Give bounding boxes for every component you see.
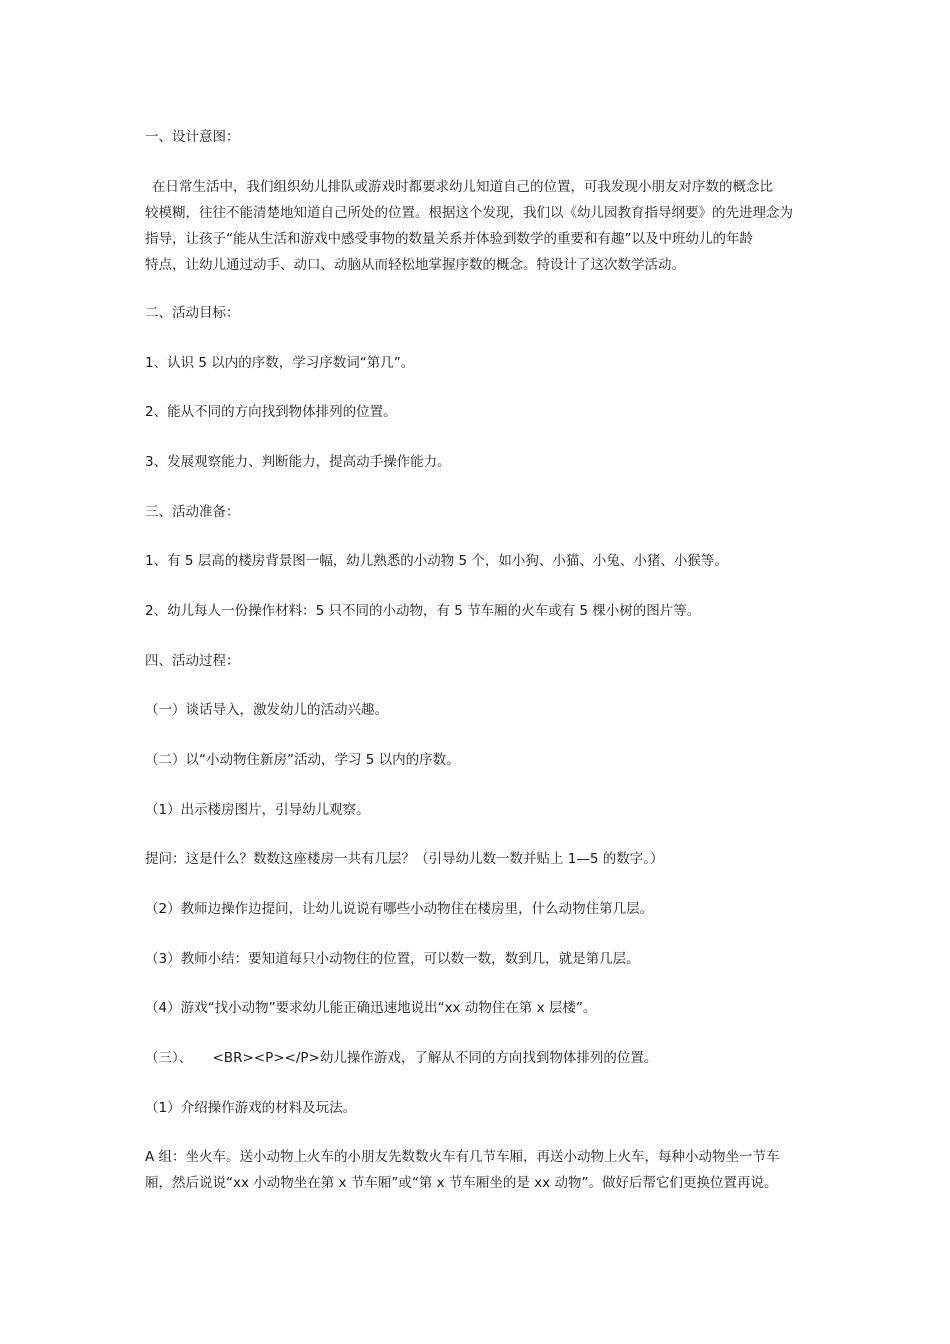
section1-body-line3: 指导，让孩子“能从生活和游戏中感受事物的数量关系并体验到数学的重要和有趣”以及中班幼儿的年龄 xyxy=(145,231,753,247)
section4-heading: 四、活动过程： xyxy=(145,653,240,669)
section3-heading: 三、活动准备： xyxy=(145,504,240,520)
goal-item-3: 3、发展观察能力、判断能力，提高动手操作能力。 xyxy=(145,454,451,470)
group-a-line1: A 组：坐火车。送小动物上火车的小朋友先数数火车有几节车厢，再送小动物上火车，每种小动物坐一节车 xyxy=(145,1149,780,1165)
goal-item-1: 1、认识 5 以内的序数，学习序数词“第几”。 xyxy=(145,355,415,371)
process-step-1: （一）谈话导入，激发幼儿的活动兴趣。 xyxy=(145,702,388,718)
process-step-2-4: （4）游戏“找小动物”要求幼儿能正确迅速地说出“xx 动物住在第 x 层楼”。 xyxy=(145,1000,597,1016)
section1-body-line1: 在日常生活中，我们组织幼儿排队或游戏时都要求幼儿知道自己的位置，可我发现小朋友对序数的概念比 xyxy=(152,179,773,195)
process-step-3-1: （1）介绍操作游戏的材料及玩法。 xyxy=(145,1100,357,1116)
section1-body-line4: 特点，让幼儿通过动手、动口、动脑从而轻松地掌握序数的概念。特设计了这次数学活动。 xyxy=(145,257,685,273)
prep-item-2: 2、幼儿每人一份操作材料：5 只不同的小动物，有 5 节车厢的火车或有 5 棵小树的图片等。 xyxy=(145,603,701,619)
section2-heading: 二、活动目标： xyxy=(145,305,240,321)
goal-item-2: 2、能从不同的方向找到物体排列的位置。 xyxy=(145,404,397,420)
process-step-3: （三）、 <BR><P></P>幼儿操作游戏，了解从不同的方向找到物体排列的位置。 xyxy=(145,1050,658,1066)
prep-item-1: 1、有 5 层高的楼房背景图一幅，幼儿熟悉的小动物 5 个，如小狗、小猫、小兔、小猪、小猴等。 xyxy=(145,553,728,569)
process-step-2-3: （3）教师小结：要知道每只小动物住的位置，可以数一数，数到几，就是第几层。 xyxy=(145,951,640,967)
question-line: 提问：这是什么？数数这座楼房一共有几层？（引导幼儿数一数并贴上 1—5 的数字。） xyxy=(145,851,664,867)
section1-body-line2: 较模糊，往往不能清楚地知道自己所处的位置。根据这个发现，我们以《幼儿园教育指导纲要》的先进理念为 xyxy=(145,205,793,221)
process-step-2: （二）以“小动物住新房”活动，学习 5 以内的序数。 xyxy=(145,752,460,768)
process-step-2-2: （2）教师边操作边提问，让幼儿说说有哪些小动物住在楼房里，什么动物住第几层。 xyxy=(145,901,654,917)
section1-heading: 一、设计意图： xyxy=(145,129,240,145)
group-a-line2: 厢，然后说说“xx 小动物坐在第 x 节车厢”或“第 x 节车厢坐的是 xx 动物”。做好后帮它们更换位置再说。 xyxy=(145,1175,778,1191)
process-step-2-1: （1）出示楼房图片，引导幼儿观察。 xyxy=(145,802,370,818)
